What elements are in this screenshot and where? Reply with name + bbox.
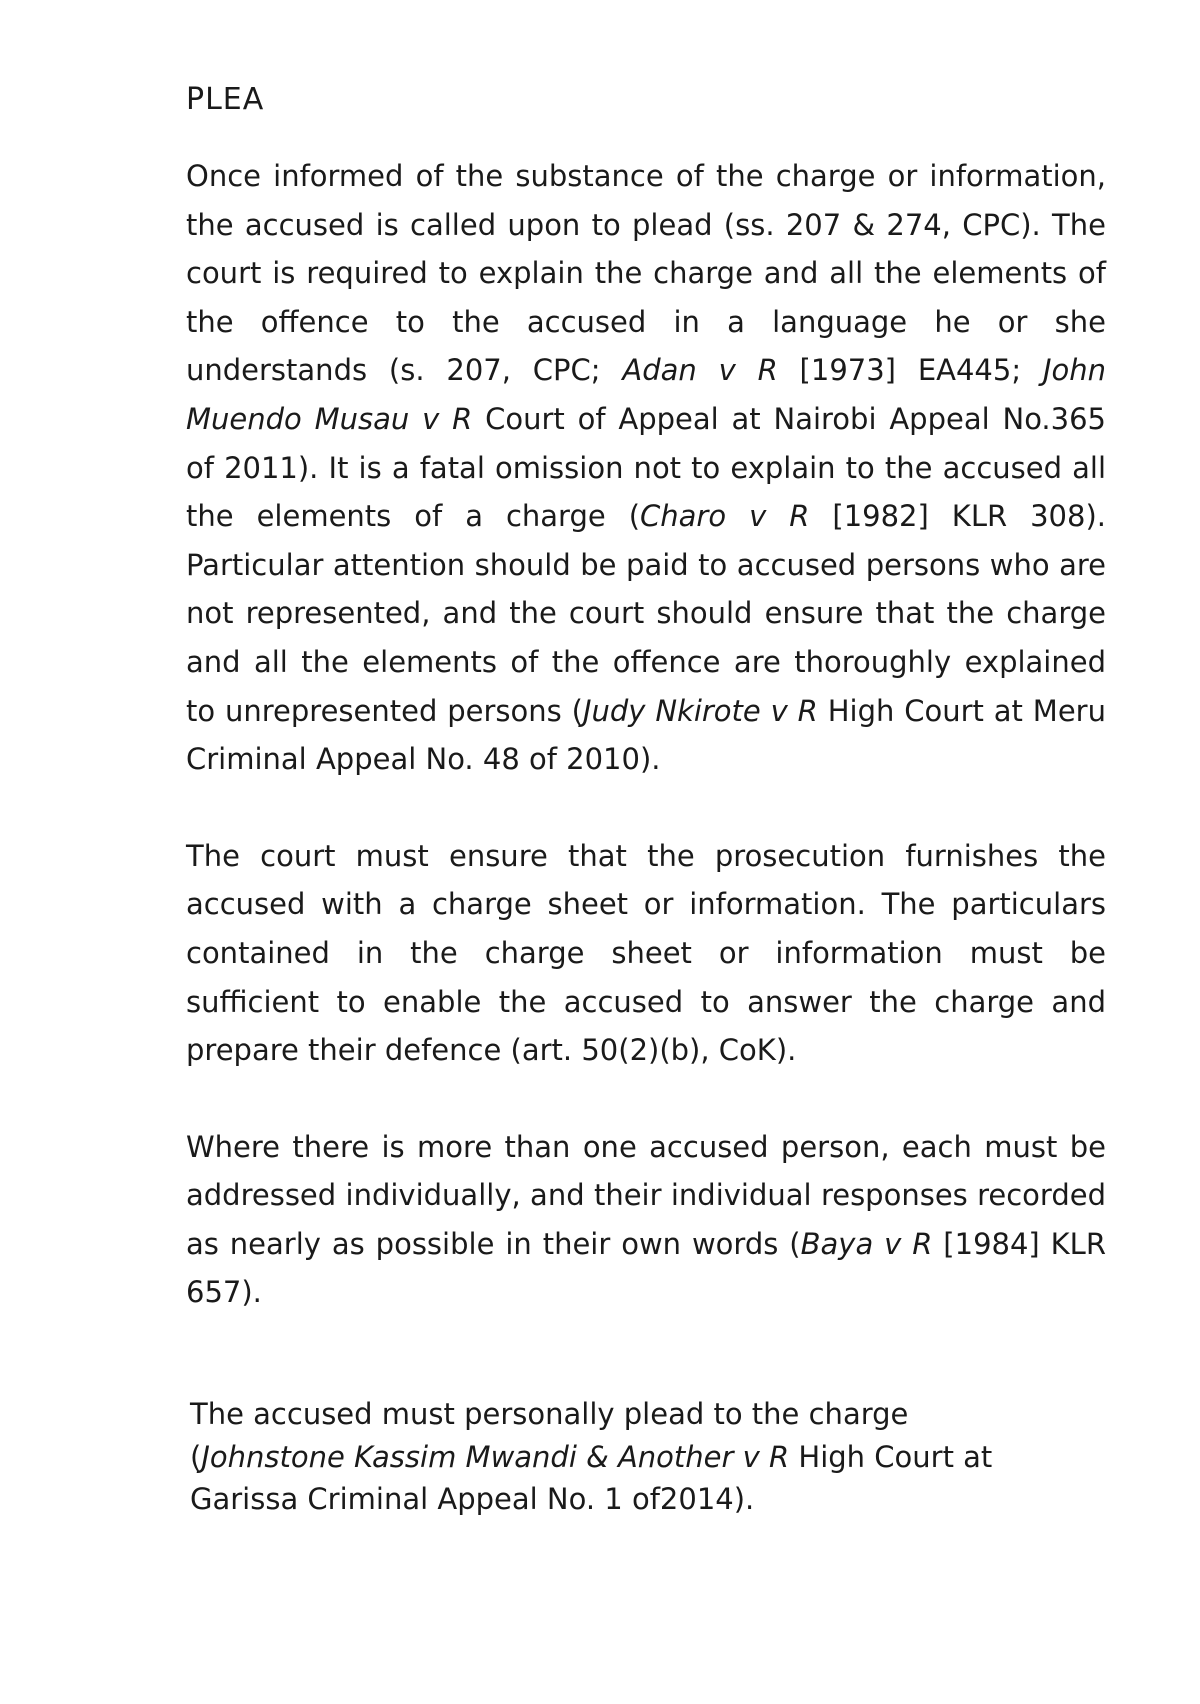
text-run: The accused must personally plead to the charge ( <box>190 1397 909 1474</box>
case-citation: Judy Nkirote v R <box>582 693 818 728</box>
text-run: High Court at Meru Criminal Appeal No. 48 of 2010). <box>186 693 1106 777</box>
text-run: [1984] KLR 657). <box>186 1226 1106 1310</box>
case-citation: Johnstone Kassim Mwandi & Another v R <box>201 1439 790 1474</box>
text-run: Court of Appeal at Nairobi Appeal No.365 of 2011). It is a fatal omission not to explain to the accused all the elements of a charge ( <box>186 401 1106 534</box>
text-run: [1982] KLR 308). Particular attention should be paid to accused persons who are not represented, and the court should ensure that the charge and all the elements of the offence are thoroughly explained to unrepresented persons ( <box>186 499 1106 728</box>
paragraph-plea-explanation <box>186 152 1106 784</box>
section-heading: PLEA <box>186 82 265 117</box>
case-citation: Adan v R <box>622 353 778 388</box>
text-run: Once informed of the substance of the charge or information, the accused is called upon to plead (ss. 207 & 274, CPC). The court is required to explain the charge and all the elements of the offence to the accused in a language he or she understands (s. 207, CPC; <box>186 159 1106 388</box>
case-citation: Baya v R <box>800 1226 933 1261</box>
paragraph-multiple-accused <box>186 1123 1106 1317</box>
case-citation: John Muendo Musau v R <box>186 353 1106 436</box>
text-run: [1973] EA445; <box>777 353 1043 388</box>
text-run: Where there is more than one accused person, each must be addressed individually, and their individual responses recorded as nearly as possible in their own words ( <box>186 1129 1106 1261</box>
text-run: The court must ensure that the prosecution furnishes the accused with a charge sheet or information. The particulars contained in the charge sheet or information must be sufficient to enable the accused to answer the charge and prepare their defence (art. 50(2)(b), CoK). <box>186 838 1106 1068</box>
case-citation: Charo v R <box>640 499 810 534</box>
paragraph-personal-plea <box>190 1393 1050 1521</box>
document-page <box>186 76 1106 1521</box>
paragraph-charge-sheet <box>186 832 1106 1075</box>
text-run: High Court at Garissa Criminal Appeal No. 1 of2014). <box>190 1439 993 1517</box>
